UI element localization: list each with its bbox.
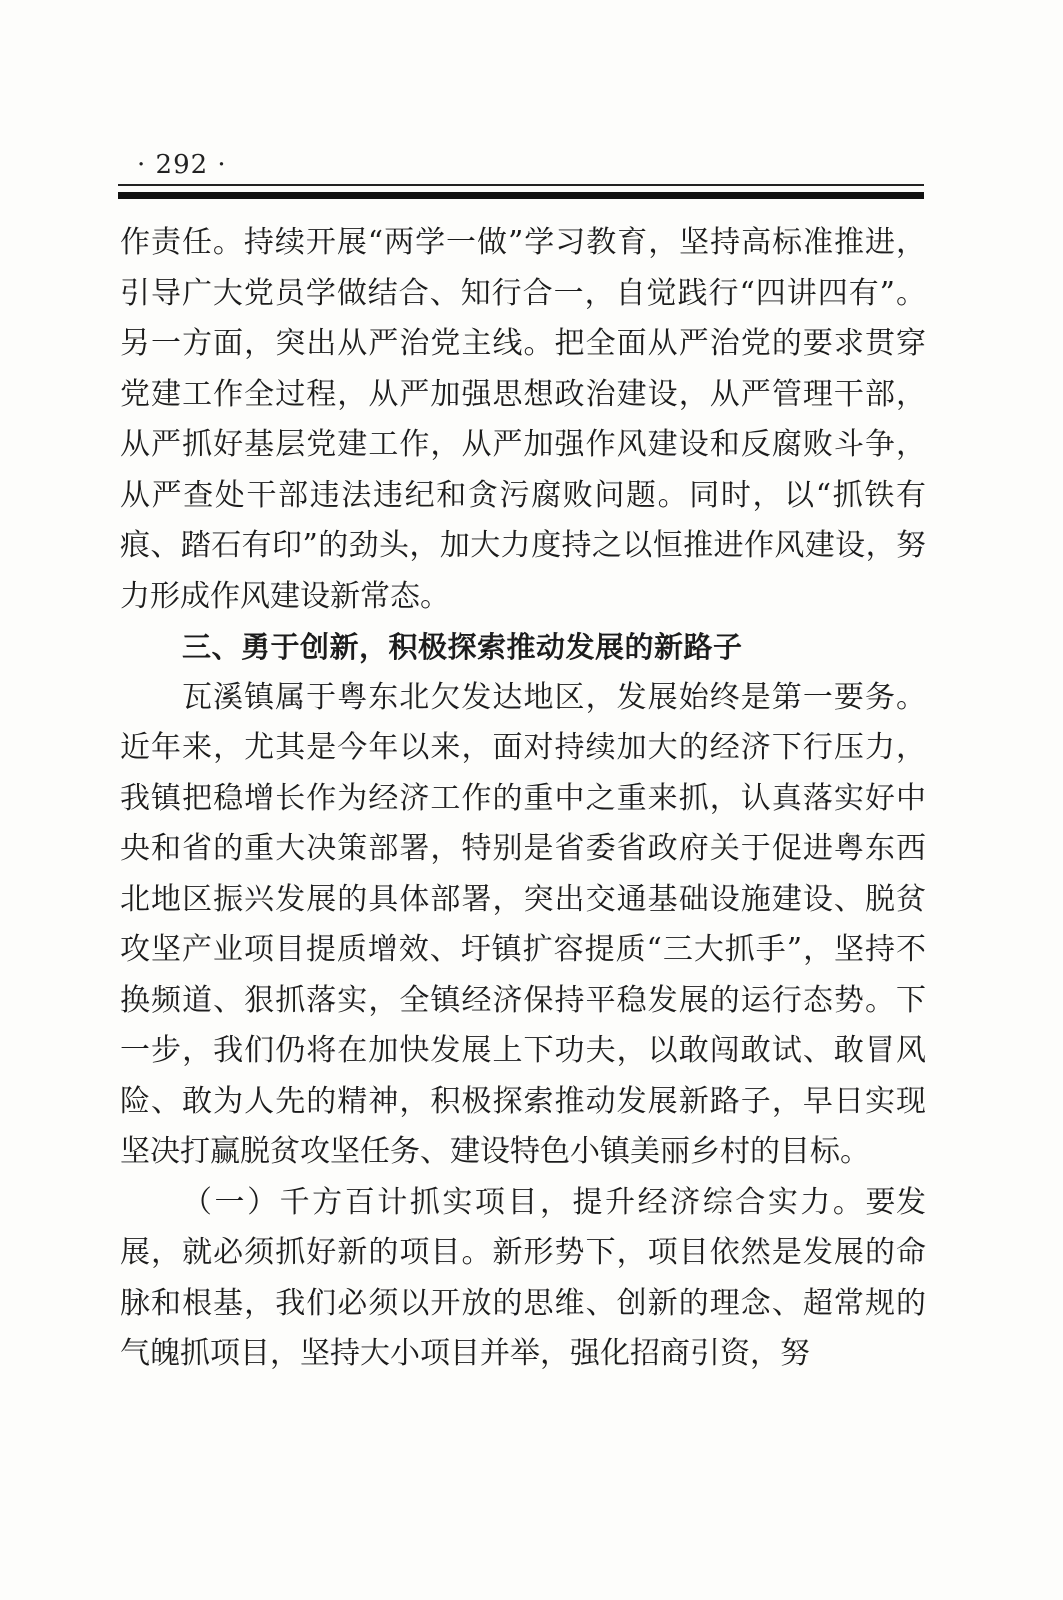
page-number: · 292 · <box>137 150 227 180</box>
section-heading: 三、勇于创新，积极探索推动发展的新路子 <box>182 630 743 664</box>
paragraph-1: 作责任。持续开展“两学一做”学习教育，坚持高标准推进，引导广大党员学做结合、知行合一，自觉践行“四讲四有”。另一方面，突出从严治党主线。把全面从严治党的要求贯穿党建工作全过程，从严加强思想政治建设，从严管理干部，从严抓好基层党建工作，从严加强作风建设和反腐败斗争，从严查处干部违法违纪和贪污腐败问题。同时，以“抓铁有痕、踏石有印”的劲头，加大力度持之以恒推进作风建设，努力形成作风建设新常态。 <box>120 225 926 614</box>
paragraph-3 <box>120 1178 926 1380</box>
header-rule-thick <box>118 192 924 199</box>
page-body <box>120 218 926 1380</box>
header-rule-thin <box>118 184 924 186</box>
paragraph-2: 瓦溪镇属于粤东北欠发达地区，发展始终是第一要务。近年来，尤其是今年以来，面对持续加大的经济下行压力，我镇把稳增长作为经济工作的重中之重来抓，认真落实好中央和省的重大决策部署，特别是省委省政府关于促进粤东西北地区振兴发展的具体部署，突出交通基础设施建设、脱贫攻坚产业项目提质增效、圩镇扩容提质“三大抓手”，坚持不换频道、狠抓落实，全镇经济保持平稳发展的运行态势。下一步，我们仍将在加快发展上下功夫，以敢闯敢试、敢冒风险、敢为人先的精神，积极探索推动发展新路子，早日实现坚决打赢脱贫攻坚任务、建设特色小镇美丽乡村的目标。 <box>120 679 926 1169</box>
paragraph-3-text: 要发展，就必须抓好新的项目。新形势下，项目依然是发展的命脉和根基，我们必须以开放的思维、创新的理念、超常规的气魄抓项目，坚持大小项目并举，强化招商引资，努 <box>120 1184 927 1371</box>
subsection-heading: （一）千方百计抓实项目，提升经济综合实力。 <box>182 1184 866 1220</box>
